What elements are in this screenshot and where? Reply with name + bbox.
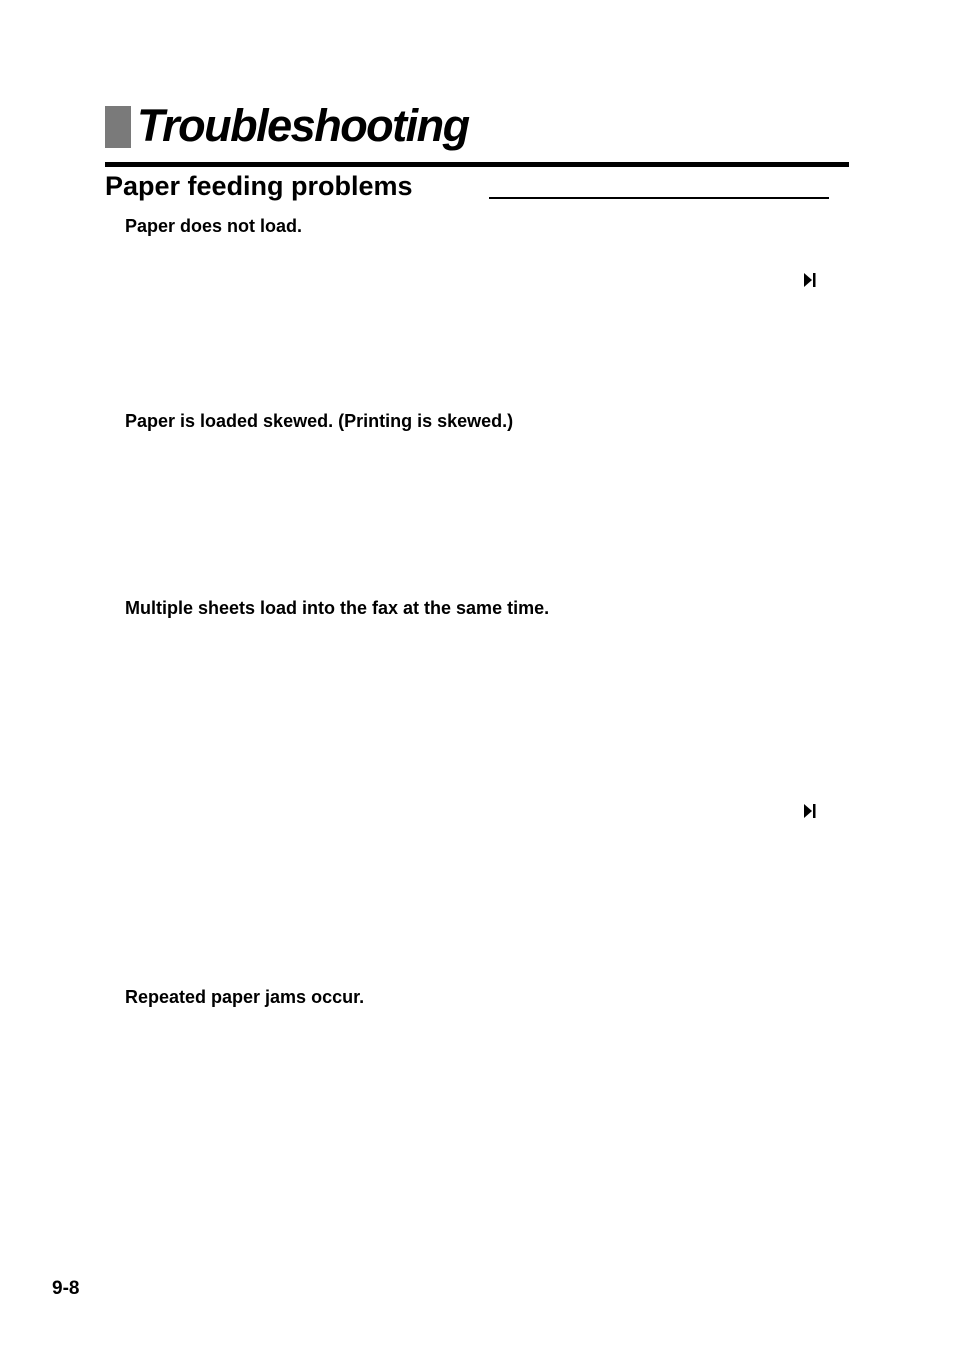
problem-heading: Paper does not load. [125, 216, 303, 236]
problem-heading: Multiple sheets load into the fax at the same time. [125, 598, 550, 618]
section-heading-rule [489, 197, 829, 199]
page-title-block [105, 100, 849, 167]
problem-heading: Repeated paper jams occur. [125, 987, 365, 1007]
section-heading-block [105, 170, 829, 202]
next-step-icon [803, 272, 817, 288]
section-heading: Paper feeding problems [105, 171, 413, 201]
problem-heading: Paper is loaded skewed. (Printing is skewed.) [125, 411, 514, 431]
page-title: Troubleshooting [137, 100, 469, 151]
next-step-icon [803, 803, 817, 819]
page-number: 9-8 [52, 1278, 80, 1299]
title-tab-marker [105, 106, 131, 148]
